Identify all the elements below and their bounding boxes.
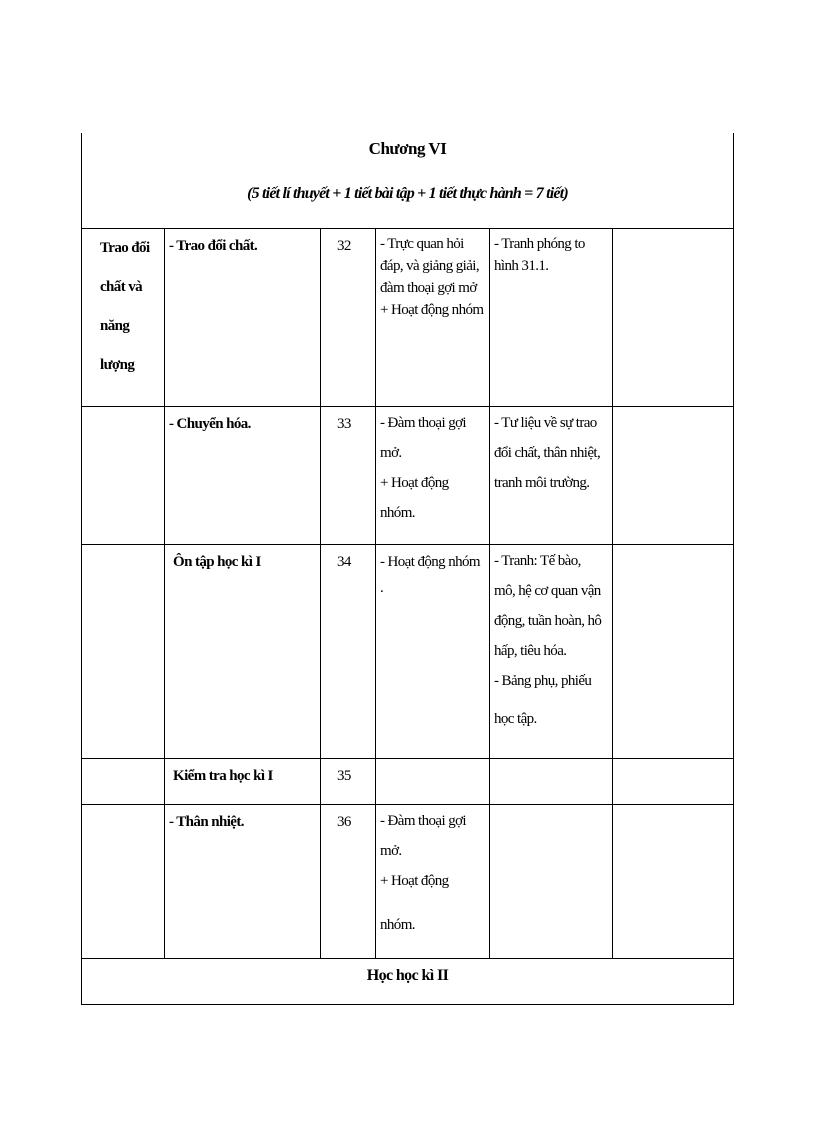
materials-line: động, tuần hoàn, hô xyxy=(494,613,602,629)
methods-cell xyxy=(376,805,490,958)
lesson-cell: - Thân nhiệt. xyxy=(165,805,321,958)
methods-line: - Trực quan hỏi xyxy=(380,236,464,252)
methods-line: đàm thoại gợi mở xyxy=(380,280,477,296)
methods-cell xyxy=(376,545,490,758)
table-row xyxy=(81,545,734,759)
methods-line: + Hoạt động nhóm xyxy=(380,302,484,318)
materials-line: đổi chất, thân nhiệt, xyxy=(494,445,601,461)
materials-line: - Tranh: Tế bào, xyxy=(494,553,581,569)
methods-cell xyxy=(376,759,490,804)
materials-cell xyxy=(490,805,613,958)
topic-cell xyxy=(82,759,165,804)
lesson-cell: - Chuyển hóa. xyxy=(165,407,321,544)
lesson-number: 32 xyxy=(321,229,376,406)
methods-line: - Đàm thoại gợi xyxy=(380,813,466,829)
table-row xyxy=(81,759,734,805)
notes-cell xyxy=(613,759,735,804)
materials-line: - Bảng phụ, phiếu xyxy=(494,673,592,689)
curriculum-table xyxy=(81,133,734,1005)
topic-line: chất và xyxy=(100,279,143,295)
methods-line: đáp, và giảng giải, xyxy=(380,258,479,274)
topic-cell xyxy=(82,407,165,544)
methods-line: - Đàm thoại gợi xyxy=(380,415,466,431)
topic-cell xyxy=(82,229,165,406)
semester-title: Học học kì II xyxy=(366,967,449,984)
methods-line: mở. xyxy=(380,843,402,859)
methods-line: nhóm. xyxy=(380,505,415,521)
lesson-cell: Kiểm tra học kì I xyxy=(165,759,321,804)
lesson-cell: Ôn tập học kì I xyxy=(165,545,321,758)
chapter-subtitle: (5 tiết lí thuyết + 1 tiết bài tập + 1 tiết thực hành = 7 tiết) xyxy=(247,185,568,202)
notes-cell xyxy=(613,229,735,406)
methods-line: + Hoạt động xyxy=(380,873,449,889)
topic-line: Trao đổi xyxy=(100,240,150,256)
methods-line: mở. xyxy=(380,445,402,461)
methods-line: - Hoạt động nhóm xyxy=(380,554,480,570)
lesson-number: 36 xyxy=(321,805,376,958)
topic-cell xyxy=(82,545,165,758)
materials-line: - Tư liệu về sự trao xyxy=(494,415,597,431)
topic-cell xyxy=(82,805,165,958)
topic-line: lượng xyxy=(100,357,135,373)
materials-cell xyxy=(490,759,613,804)
methods-cell xyxy=(376,229,490,406)
materials-line: hình 31.1. xyxy=(494,258,549,274)
table-row xyxy=(81,805,734,959)
topic-line: năng xyxy=(100,318,130,334)
materials-line: mô, hệ cơ quan vận xyxy=(494,583,601,599)
table-row xyxy=(81,229,734,407)
materials-line: học tập. xyxy=(494,711,537,727)
materials-line: tranh môi trường. xyxy=(494,475,590,491)
lesson-number: 33 xyxy=(321,407,376,544)
materials-line: hấp, tiêu hóa. xyxy=(494,643,567,659)
chapter-title: Chương VI xyxy=(368,139,447,158)
notes-cell xyxy=(613,545,735,758)
methods-line: . xyxy=(380,580,384,596)
table-row xyxy=(81,407,734,545)
materials-cell xyxy=(490,229,613,406)
methods-line: + Hoạt động xyxy=(380,475,449,491)
lesson-number: 35 xyxy=(321,759,376,804)
methods-line: nhóm. xyxy=(380,917,415,933)
notes-cell xyxy=(613,407,735,544)
semester-footer-row xyxy=(81,959,734,1005)
materials-cell xyxy=(490,545,613,758)
materials-cell xyxy=(490,407,613,544)
chapter-header-row xyxy=(81,133,734,229)
materials-line: - Tranh phóng to xyxy=(494,236,585,252)
methods-cell xyxy=(376,407,490,544)
lesson-number: 34 xyxy=(321,545,376,758)
notes-cell xyxy=(613,805,735,958)
lesson-cell: - Trao đổi chất. xyxy=(165,229,321,406)
